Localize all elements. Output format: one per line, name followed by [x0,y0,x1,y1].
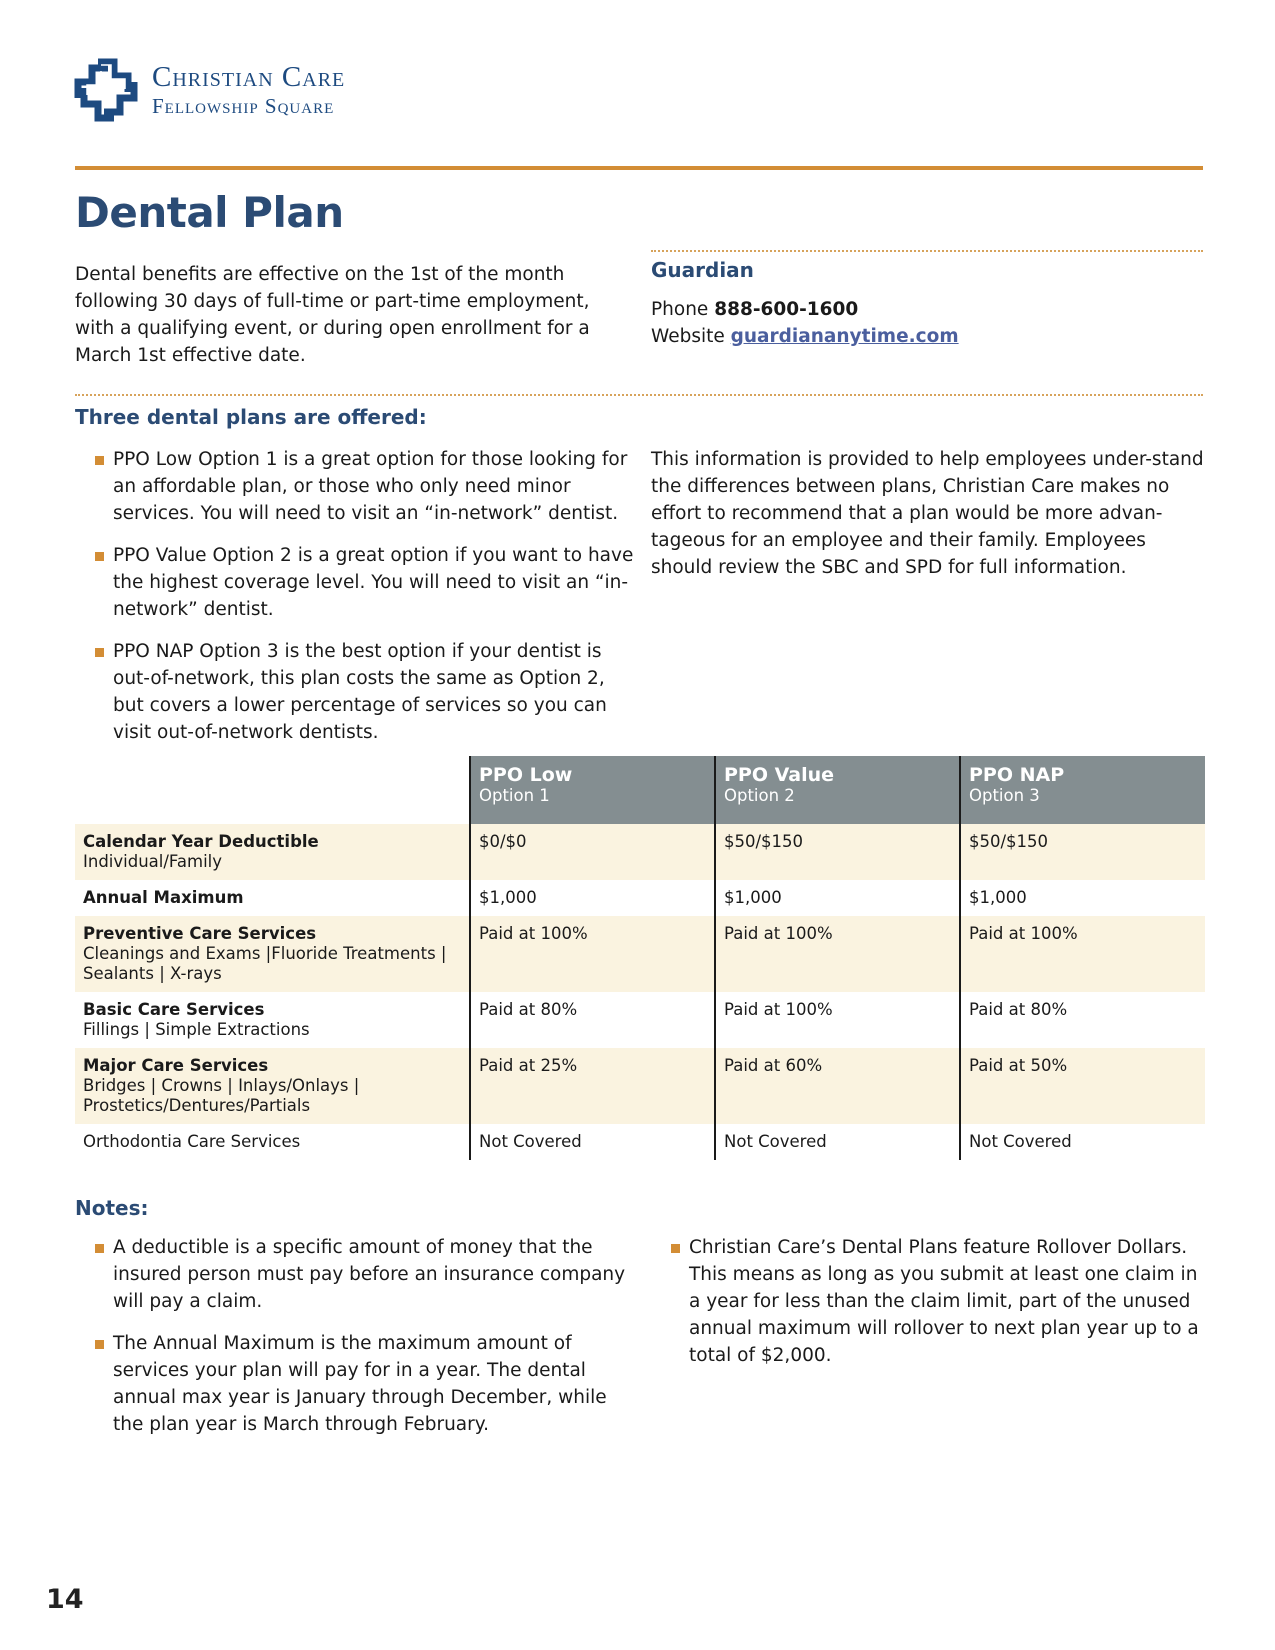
header-plan-2: PPO Value Option 2 [715,756,960,824]
header-plan-3: PPO NAP Option 3 [960,756,1205,824]
table-cell: $50/$150 [715,824,960,880]
table-header-row [75,756,1205,824]
carrier-name: Guardian [651,258,754,282]
logo-line-2: Fellowship Square [152,94,335,118]
logo-line-1: Christian Care [152,61,346,93]
header-plan-1: PPO Low Option 1 [470,756,715,824]
header-blank-cell [75,756,470,824]
table-cell: Paid at 80% [470,992,715,1048]
website-line [651,323,1203,350]
row-label-cell: Preventive Care Services Cleanings and Exams |Fluoride Treatments | Sealants | X-rays [75,916,470,992]
table-row [75,1048,1205,1124]
plan-options-list [75,446,635,761]
table-row [75,1124,1205,1160]
website-link[interactable]: guardiananytime.com [730,326,959,347]
table-cell: Paid at 25% [470,1048,715,1124]
square-bullet-icon [95,456,104,465]
table-cell: $1,000 [960,880,1205,916]
table-cell: Paid at 80% [960,992,1205,1048]
table-cell: $1,000 [470,880,715,916]
list-item: PPO Value Option 2 is a great option if you want to have the highest coverage level. You will need to visit an “in-network” dentist. [75,542,635,623]
header-divider [75,166,1203,170]
table-cell: Paid at 100% [960,916,1205,992]
row-label-cell: Calendar Year Deductible Individual/Family [75,824,470,880]
list-item: PPO Low Option 1 is a great option for those looking for an affordable plan, or those who only need minor services. You will need to visit an “in-network” dentist. [75,446,635,527]
carrier-contact [651,258,1203,350]
table-row [75,824,1205,880]
intro-paragraph: Dental benefits are effective on the 1st of the month following 30 days of full-time or part-time employment, with a qualifying event, or during open enrollment for a March 1st effective date. [75,264,590,366]
page-number: 14 [46,1584,84,1615]
table-row [75,880,1205,916]
table-cell: Paid at 100% [470,916,715,992]
square-bullet-icon [95,648,104,657]
square-bullet-icon [95,1244,104,1253]
plans-section-title: Three dental plans are offered: [75,405,427,429]
table-cell: Paid at 100% [715,992,960,1048]
notes-list-right [651,1234,1211,1384]
notes-list-left [75,1234,635,1453]
table-row [75,992,1205,1048]
phone-line [651,296,1203,323]
disclaimer-paragraph: This information is provided to help employees under-stand the differences between plans, Christian Care makes no effort to recommend that a plan would be more advan-tageous for an employee and their family. Employees should review the SBC and SPD for full information. [651,449,1204,578]
table-cell: Paid at 100% [715,916,960,992]
table-cell: $0/$0 [470,824,715,880]
table-cell: $50/$150 [960,824,1205,880]
phone-label: Phone [651,299,709,320]
table-cell: Paid at 60% [715,1048,960,1124]
row-label-cell: Annual Maximum [83,888,244,907]
table-row [75,916,1205,992]
company-logo [72,56,345,124]
table-cell: $1,000 [715,880,960,916]
page-title: Dental Plan [75,188,344,237]
list-item: A deductible is a specific amount of money that the insured person must pay before an insurance company will pay a claim. [75,1234,635,1315]
list-item: Christian Care’s Dental Plans feature Rollover Dollars. This means as long as you submit at least one claim in a year for less than the claim limit, part of the unused annual maximum will rollover to next plan year up to a total of $2,000. [651,1234,1211,1369]
row-label-cell: Basic Care Services Fillings | Simple Extractions [83,1000,310,1039]
website-label: Website [651,326,725,347]
table-cell: Paid at 50% [960,1048,1205,1124]
phone-number[interactable]: 888-600-1600 [714,299,859,320]
notes-title: Notes: [75,1196,149,1220]
square-bullet-icon [671,1244,680,1253]
table-cell: Not Covered [960,1124,1205,1160]
list-item: PPO NAP Option 3 is the best option if your dentist is out-of-network, this plan costs the same as Option 2, but covers a lower percentage of services so you can visit out-of-network dentists. [75,638,635,746]
square-bullet-icon [95,1340,104,1349]
table-cell: Not Covered [715,1124,960,1160]
row-label-cell: Orthodontia Care Services [83,1132,301,1151]
interlaced-cross-logo-icon [72,56,140,124]
square-bullet-icon [95,552,104,561]
row-label-cell: Major Care Services Bridges | Crowns | Inlays/Onlays | Prostetics/Dentures/Partials [75,1048,470,1124]
section-divider [75,394,1203,396]
plan-comparison-table [75,756,1205,1160]
list-item: The Annual Maximum is the maximum amount of services your plan will pay for in a year. The dental annual max year is January through December, while the plan year is March through February. [75,1330,635,1438]
contact-top-divider [651,250,1203,252]
table-cell: Not Covered [470,1124,715,1160]
